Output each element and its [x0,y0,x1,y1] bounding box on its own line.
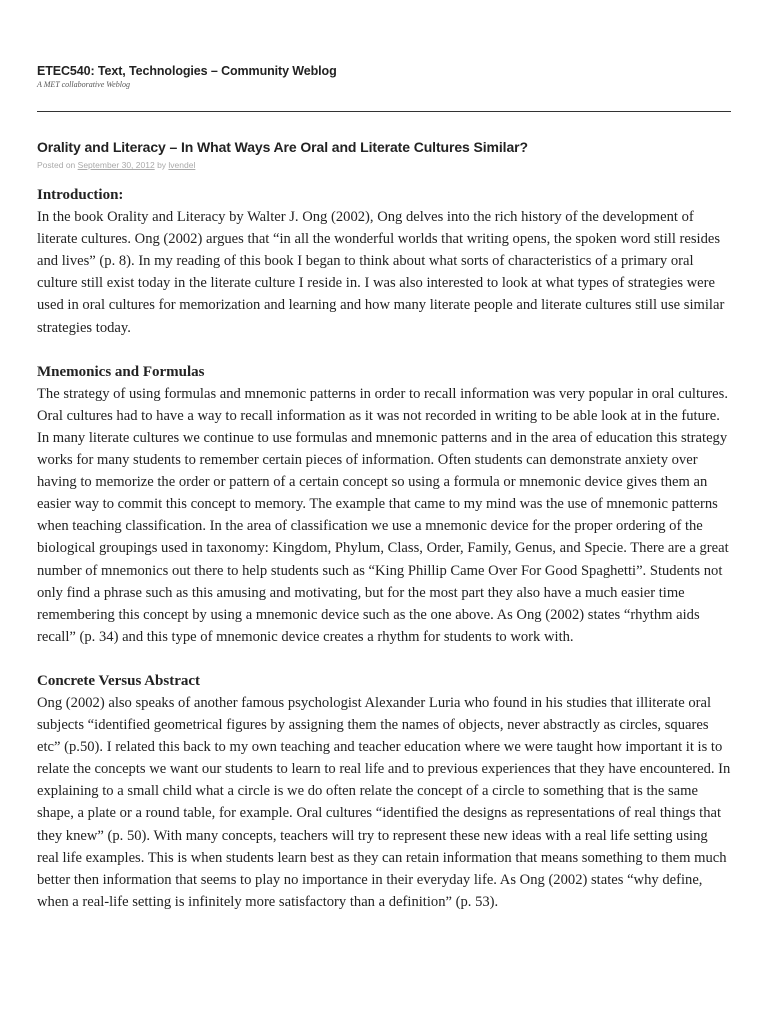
section-heading-introduction: Introduction: [37,187,124,203]
post-date-link[interactable]: September 30, 2012 [77,160,155,170]
author-link[interactable]: lvendel [168,160,196,170]
site-description: A MET collaborative Weblog [37,80,130,89]
paragraph-gap [37,339,731,361]
section-body-concrete-abstract: Ong (2002) also speaks of another famous psychologist Alexander Luria who found in his studies that illiterate oral subjects “identified geometrical figures by assigning them the names of objects, never abstractly as circles, squares etc” (p.50). I related this back to my own teaching and teacher education where we were taught how important it is to relate the concepts we want our students to learn to real life and to previous experiences that they have encountered. In explaining to a small child what a circle is we do often relate the concept of a circle to something that is the same shape, a plate or a round table, for example. Oral cultures “identified the designs as representations of real things that they knew” (p. 50). With many concepts, teachers will try to represent these new ideas with a real life setting using real life examples. This is when students learn best as they can retain information that means something to them much better then information that seems to play no importance in their everyday life. As Ong (2002) states “why define, when a real-life setting is infinitely more satisfactory than a definition” (p. 53). [37,694,731,910]
site-title[interactable]: ETEC540: Text, Technologies – Community Weblog [37,64,337,78]
posted-on-label: Posted on [37,160,76,170]
section-body-introduction: In the book Orality and Literacy by Walter J. Ong (2002), Ong delves into the rich history of the development of literate cultures. Ong (2002) argues that “in all the wonderful worlds that writing opens, the spoken word still resides and lives” (p. 8). In my reading of this book I began to think about what sorts of characteristics of a primary oral culture still exist today in the literate culture I reside in. I was also interested to look at what types of strategies were used in oral cultures for memorization and learning and how many literate people and literate cultures still use similar strategies today. [37,209,725,336]
section-heading-concrete-abstract: Concrete Versus Abstract [37,672,201,689]
paragraph-gap [37,648,731,670]
site-header [37,64,731,89]
post-meta [37,160,195,170]
post-title[interactable]: Orality and Literacy – In What Ways Are Oral and Literate Cultures Similar? [37,139,528,155]
by-label: by [157,160,167,170]
post-content [37,184,731,913]
section-body-mnemonics: The strategy of using formulas and mnemonic patterns in order to recall information was very popular in oral cultures. Oral cultures had to have a way to recall information as it was not recorded in writing to be able look at in the future. In many literate cultures we continue to use formulas and mnemonic patterns and in the area of education this strategy works for many students to remember certain pieces of information. Often students can demonstrate anxiety over having to memorize the order or pattern of a certain concept so using a formula or mnemonic device gives them an easier way to commit this concept to memory. The example that came to my mind was the use of mnemonic patterns when teaching classification. In the area of classification we use a mnemonic device for the proper ordering of the biological groupings used in taxonomy: Kingdom, Phylum, Class, Order, Family, Genus, and Specie. There are a great number of mnemonics out there to help students such as “King Phillip Came Over For Good Spaghetti”. Students not only find a phrase such as this amusing and motivating, but for the most part they also have a much easier time remembering this concept by using a mnemonic device such as the one above. As Ong (2002) states “rhythm aids recall” (p. 34) and this type of mnemonic device creates a rhythm for students to work with. [37,385,729,645]
header-divider [37,111,731,112]
section-heading-mnemonics: Mnemonics and Formulas [37,363,205,380]
